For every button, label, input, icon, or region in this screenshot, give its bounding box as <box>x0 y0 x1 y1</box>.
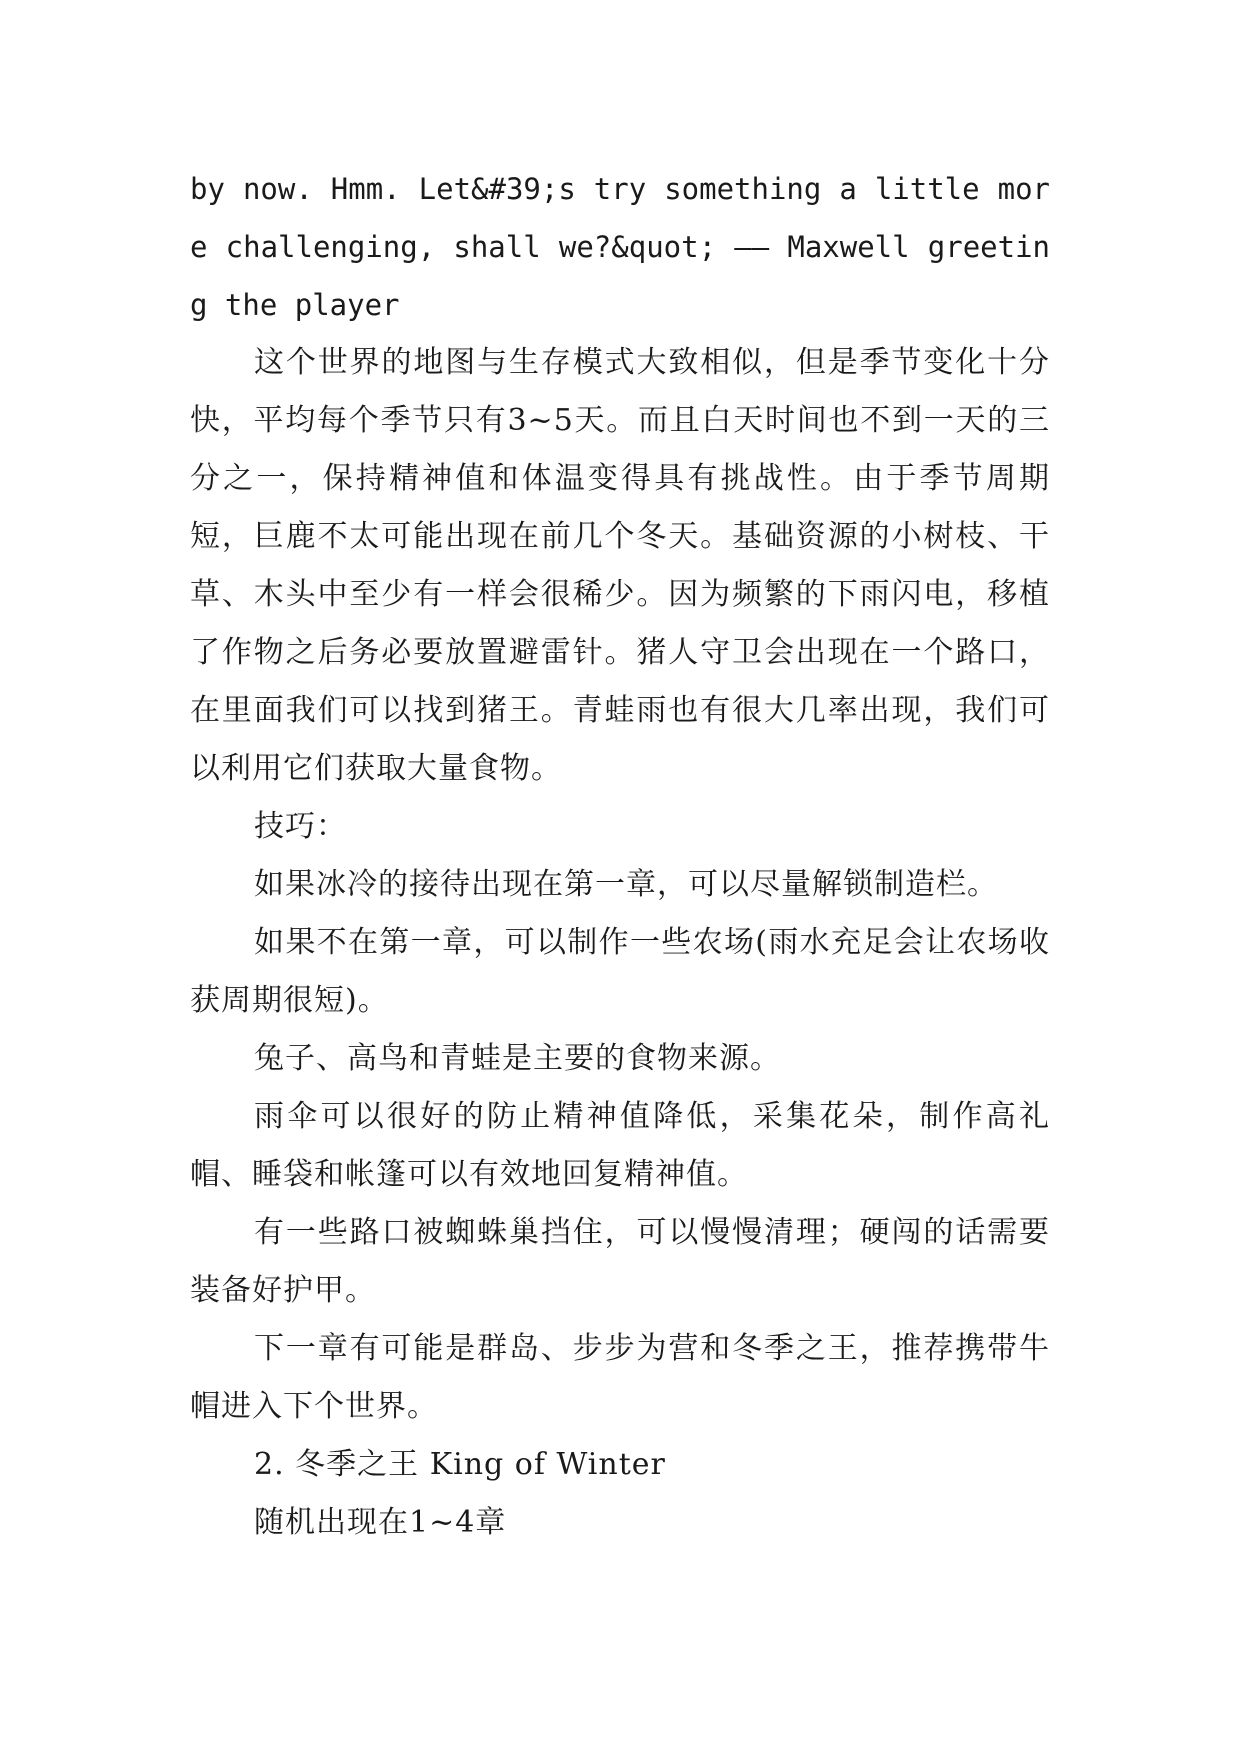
paragraph-tip-1: 如果冰冷的接待出现在第一章，可以尽量解锁制造栏。 <box>254 867 998 902</box>
paragraph-tip-4: 雨伞可以很好的防止精神值降低，采集花朵，制作高礼帽、睡袋和帐篷可以有效地回复精神值。 <box>190 1099 1050 1192</box>
paragraph-random-chapter: 随机出现在1~4章 <box>254 1505 507 1540</box>
paragraph-tip-6: 下一章有可能是群岛、步步为营和冬季之王，推荐携带牛帽进入下个世界。 <box>190 1331 1050 1424</box>
paragraph-tip-2: 如果不在第一章，可以制作一些农场(雨水充足会让农场收获周期很短)。 <box>190 925 1050 1018</box>
section-heading-king-of-winter: 2. 冬季之王 King of Winter <box>254 1447 666 1482</box>
paragraph-tip-3: 兔子、高鸟和青蛙是主要的食物来源。 <box>254 1041 781 1076</box>
paragraph-tip-5: 有一些路口被蜘蛛巢挡住，可以慢慢清理；硬闯的话需要装备好护甲。 <box>190 1215 1050 1308</box>
document-page <box>190 160 1050 1552</box>
paragraph-world-description: 这个世界的地图与生存模式大致相似，但是季节变化十分快，平均每个季节只有3~5天。而且白天时间也不到一天的三分之一，保持精神值和体温变得具有挑战性。由于季节周期短，巨鹿不太可能出现在前几个冬天。基础资源的小树枝、干草、木头中至少有一样会很稀少。因为频繁的下雨闪电，移植了作物之后务必要放置避雷针。猪人守卫会出现在一个路口，在里面我们可以找到猪王。青蛙雨也有很大几率出现，我们可以利用它们获取大量食物。 <box>190 345 1050 786</box>
paragraph-tips-heading: 技巧： <box>254 809 347 844</box>
paragraph-quote-continuation: by now. Hmm. Let&#39;s try something a little more challenging, shall we?&quot; —— Maxwell greeting the player <box>190 172 1050 322</box>
